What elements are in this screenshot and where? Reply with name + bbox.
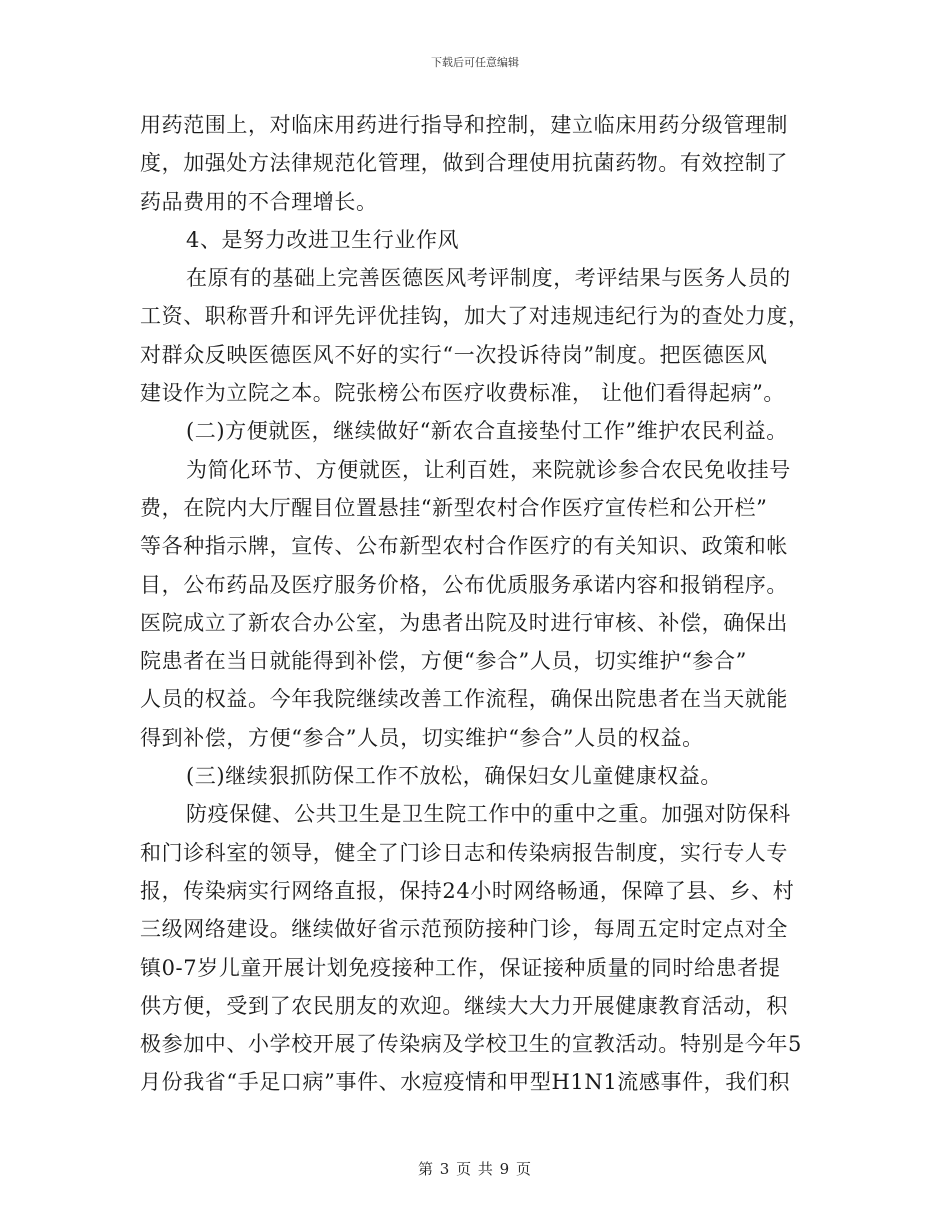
text-line: 极参加中、小学校开展了传染病及学校卫生的宣教活动。特别是今年5 — [140, 1032, 802, 1057]
text-line: 费，在院内大厅醒目位置悬挂“新型农村合作医疗宣传栏和公开栏” — [140, 495, 768, 520]
text-line: 对群众反映医德医风不好的实行“一次投诉待岗”制度。把医德医风 — [140, 342, 768, 367]
text-line: 建设作为立院之本。院张榜公布医疗收费标准， 让他们看得起病”。 — [140, 381, 786, 406]
text-line: 月份我省“手足口病”事件、水痘疫情和甲型H1N1流感事件，我们积 — [140, 1070, 791, 1095]
text-line: 供方便，受到了农民朋友的欢迎。继续大大力开展健康教育活动，积 — [140, 993, 788, 1018]
page-header-note: 下载后可任意编辑 — [431, 56, 519, 69]
text-line: 度，加强处方法律规范化管理，做到合理使用抗菌药物。有效控制了 — [140, 151, 788, 176]
text-line: 为简化环节、方便就医，让利百姓，来院就诊参合农民免收挂号 — [186, 457, 791, 482]
text-line: 人员的权益。今年我院继续改善工作流程，确保出院患者在当天就能 — [140, 687, 788, 712]
document-body — [140, 106, 812, 1102]
text-line: 医院成立了新农合办公室，为患者出院及时进行审核、补偿，确保出 — [140, 610, 788, 635]
text-line: 用药范围上，对临床用药进行指导和控制，建立临床用药分级管理制 — [140, 113, 788, 137]
text-line: 和门诊科室的领导，健全了门诊日志和传染病报告制度，实行专人专 — [140, 840, 788, 865]
text-line: 等各种指示牌，宣传、公布新型农村合作医疗的有关知识、政策和帐 — [140, 534, 788, 559]
text-line: 镇0-7岁儿童开展计划免疫接种工作，保证接种质量的同时给患者提 — [140, 955, 781, 980]
text-line: 院患者在当日就能得到补偿，方便“参合”人员，切实维护“参合” — [140, 649, 747, 674]
text-line: 报，传染病实行网络直报，保持24小时网络畅通，保障了县、乡、村 — [140, 878, 795, 903]
text-line: 在原有的基础上完善医德医风考评制度，考评结果与医务人员的 — [186, 266, 791, 291]
section-heading: (二)方便就医，继续做好“新农合直接垫付工作”维护农民利益。 — [186, 419, 788, 444]
text-line: 工资、职称晋升和评先评优挂钩，加大了对违规违纪行为的查处力度， — [140, 304, 810, 329]
text-line: 三级网络建设。继续做好省示范预防接种门诊，每周五定时定点对全 — [140, 917, 788, 942]
text-line: 目，公布药品及医疗服务价格，公布优质服务承诺内容和报销程序。 — [140, 572, 788, 597]
text-line: 防疫保健、公共卫生是卫生院工作中的重中之重。加强对防保科 — [186, 802, 791, 827]
page-number-footer: 第 3 页 共 9 页 — [418, 1160, 532, 1178]
section-heading: 4、是努力改进卫生行业作风 — [186, 227, 460, 252]
text-line: 得到补偿，方便“参合”人员，切实维护“参合”人员的权益。 — [140, 725, 704, 750]
section-heading: (三)继续狠抓防保工作不放松，确保妇女儿童健康权益。 — [186, 764, 722, 789]
text-line: 药品费用的不合理增长。 — [140, 189, 378, 214]
